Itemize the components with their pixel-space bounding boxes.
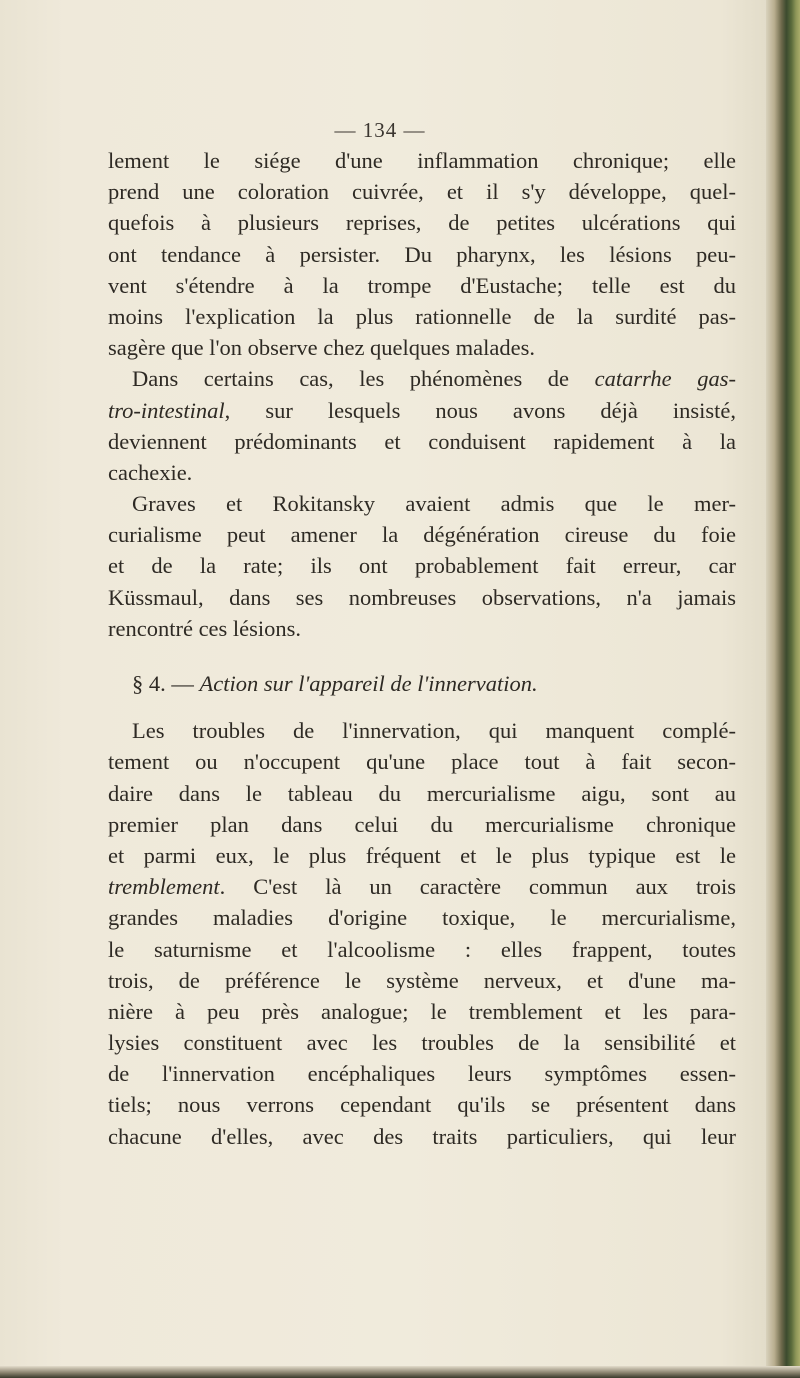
text-line	[108, 488, 736, 519]
text-line	[108, 332, 736, 363]
text-run: moins l'explication la plus rationnelle de la surdité pas-	[108, 303, 736, 329]
section-heading-title: Action sur l'appareil de l'innervation.	[199, 671, 538, 696]
text-line	[108, 457, 736, 488]
text-run: deviennent prédominants et conduisent rapidement à la	[108, 428, 736, 454]
text-run: trois, de préférence le système nerveux, et d'une ma-	[108, 967, 736, 993]
text-run: lement le siége d'une inflammation chronique; elle	[108, 148, 736, 173]
text-line	[108, 145, 736, 176]
text-line	[108, 582, 736, 613]
text-run: cachexie.	[108, 459, 193, 485]
text-line	[108, 395, 736, 426]
text-line	[108, 1089, 736, 1120]
text-run: le saturnisme et l'alcoolisme : elles frappent, toutes	[108, 936, 736, 962]
text-run: prend une coloration cuivrée, et il s'y développe, quel-	[108, 179, 736, 205]
text-run: et de la rate; ils ont probablement fait erreur, car	[108, 553, 736, 579]
text-line	[108, 550, 736, 581]
text-line	[108, 1058, 736, 1089]
page-body-text	[108, 145, 736, 1152]
text-line	[108, 809, 736, 840]
text-run: Küssmaul, dans ses nombreuses observations, n'a jamais	[108, 584, 736, 610]
page-bottom-edge	[0, 1366, 800, 1378]
text-run: daire dans le tableau du mercurialisme aigu, sont au	[108, 780, 736, 806]
italic-text-run: tremblement	[108, 874, 220, 900]
text-line	[108, 1027, 736, 1058]
text-line	[108, 363, 736, 394]
text-line	[108, 207, 736, 238]
text-run: de l'innervation encéphaliques leurs symptômes essen-	[108, 1061, 736, 1087]
text-run: tiels; nous verrons cependant qu'ils se présentent dans	[108, 1092, 736, 1118]
text-run: lysies constituent avec les troubles de la sensibilité et	[108, 1030, 736, 1056]
text-run: nière à peu près analogue; le tremblement et les para-	[108, 998, 736, 1024]
text-run: vent s'étendre à la trompe d'Eustache; telle est du	[108, 272, 736, 298]
text-line	[108, 965, 736, 996]
text-line	[108, 996, 736, 1027]
text-run: et parmi eux, le plus fréquent et le plus typique est le	[108, 842, 736, 868]
text-run: quefois à plusieurs reprises, de petites ulcérations qui	[108, 210, 736, 236]
text-run: , sur lesquels nous avons déjà insisté,	[224, 397, 736, 423]
text-line	[108, 871, 736, 902]
text-line	[108, 902, 736, 933]
text-line	[108, 270, 736, 301]
text-run: grandes maladies d'origine toxique, le mercurialisme,	[108, 905, 736, 931]
text-line	[108, 426, 736, 457]
section-heading-prefix: § 4. —	[132, 671, 200, 696]
text-line	[108, 613, 736, 644]
italic-text-run: catarrhe gas-	[594, 366, 736, 392]
text-line	[108, 840, 736, 871]
text-line	[108, 176, 736, 207]
text-line	[108, 778, 736, 809]
paragraph-block-1	[108, 145, 736, 644]
text-line	[108, 746, 736, 777]
text-run: ont tendance à persister. Du pharynx, les lésions peu-	[108, 241, 736, 267]
italic-text-run: tro-intestinal	[108, 397, 225, 423]
text-run: sagère que l'on observe chez quelques malades.	[108, 335, 536, 361]
text-run: chacune d'elles, avec des traits particuliers, qui leur	[108, 1123, 736, 1149]
text-run: Les troubles de l'innervation, qui manquent complé-	[132, 718, 736, 744]
text-run: Dans certains cas, les phénomènes de	[132, 366, 595, 392]
text-line	[108, 934, 736, 965]
text-run: curialisme peut amener la dégénération cireuse du foie	[108, 522, 736, 548]
section-heading	[108, 668, 736, 699]
section-gap-after-heading	[108, 699, 736, 715]
text-run: tement ou n'occupent qu'une place tout à fait secon-	[108, 749, 736, 775]
text-line	[108, 715, 736, 746]
text-line	[108, 301, 736, 332]
text-run: Graves et Rokitansky avaient admis que le mer-	[132, 491, 736, 517]
text-line	[108, 1121, 736, 1152]
page-number: — 134 —	[334, 118, 426, 142]
section-gap	[108, 644, 736, 668]
text-run: premier plan dans celui du mercurialisme chronique	[108, 811, 736, 837]
text-line	[108, 239, 736, 270]
text-line	[108, 519, 736, 550]
text-run: . C'est là un caractère commun aux trois	[219, 874, 736, 900]
text-run: rencontré ces lésions.	[108, 615, 302, 641]
paragraph-block-2	[108, 715, 736, 1152]
page-binding-edge	[766, 0, 800, 1378]
